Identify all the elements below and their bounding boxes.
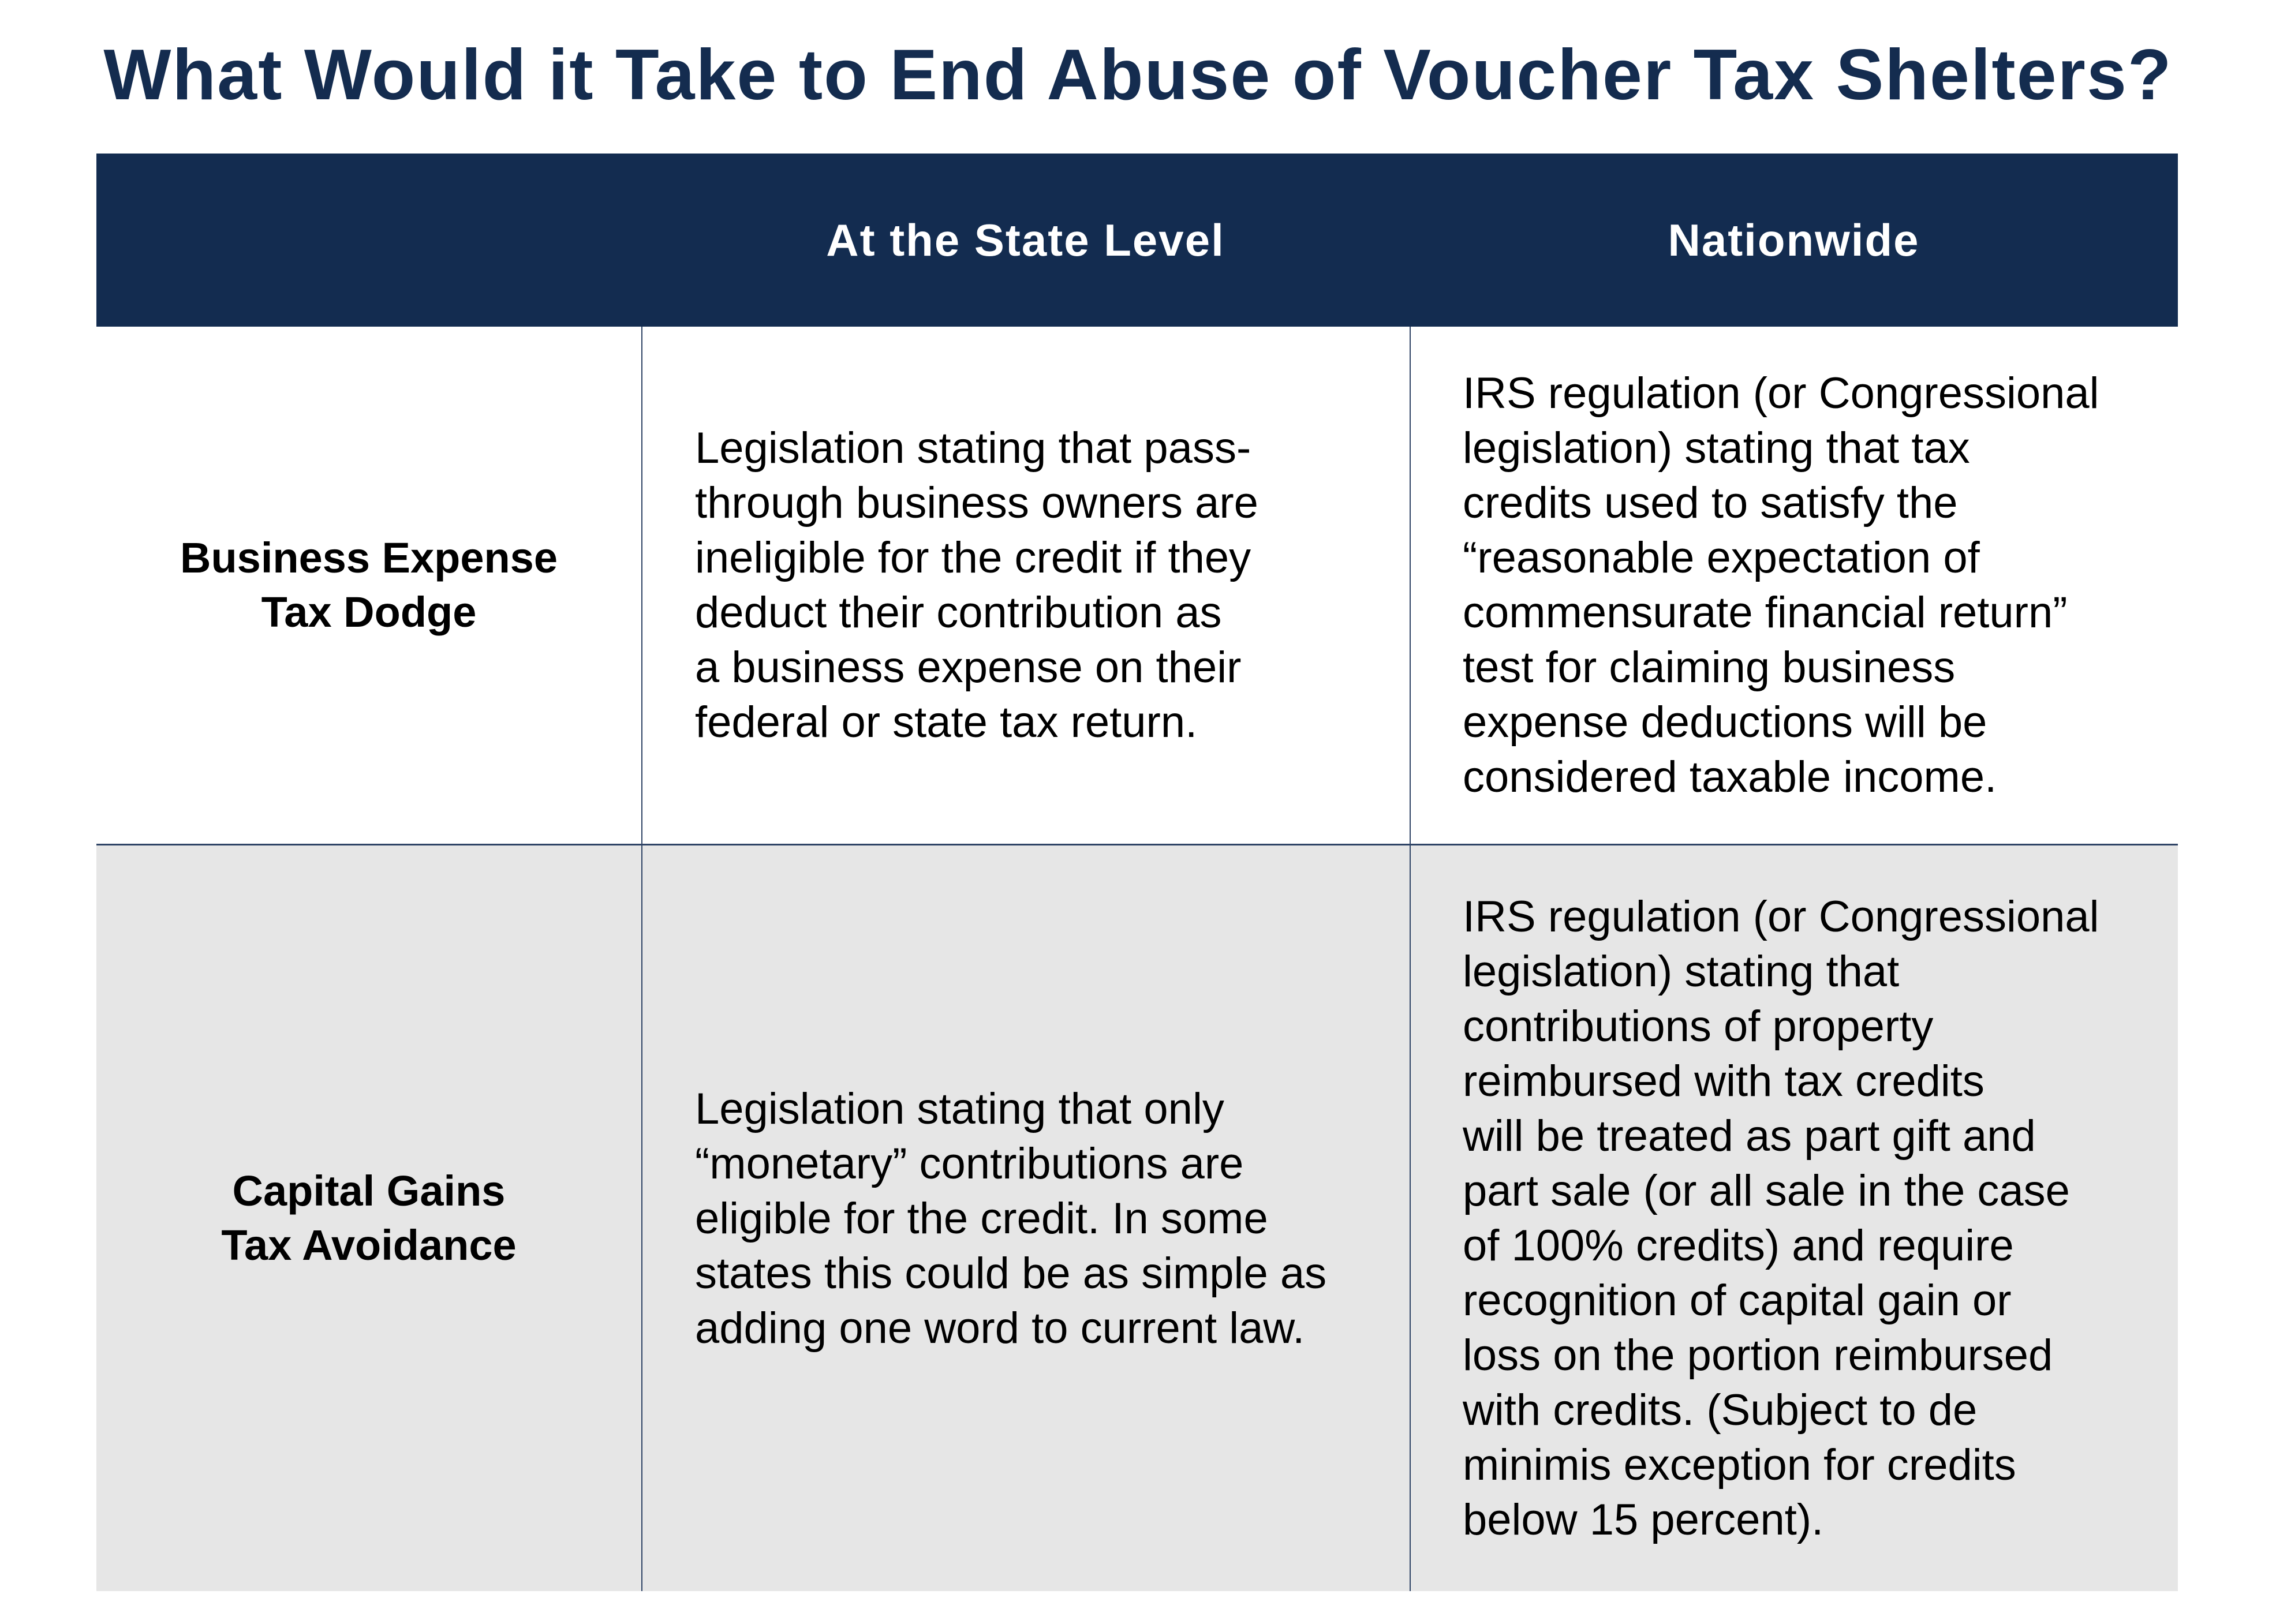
cell-text-line: “reasonable expectation of: [1463, 533, 1980, 582]
cell-text-line: contributions of property: [1463, 1002, 1934, 1051]
page-title: What Would it Take to End Abuse of Voucher Tax Shelters?: [103, 35, 2173, 115]
cell-text-line: legislation) stating that: [1463, 947, 1900, 996]
cell-text-line: deduct their contribution as: [695, 588, 1222, 637]
state-level-cell: [641, 845, 1410, 1591]
cell-text-line: recognition of capital gain or: [1463, 1276, 2012, 1325]
cell-text-line: will be treated as part gift and: [1463, 1112, 2036, 1161]
cell-text-line: reimbursed with tax credits: [1463, 1057, 1985, 1106]
cell-text-line: below 15 percent).: [1463, 1495, 1824, 1544]
cell-text-line: IRS regulation (or Congressional: [1463, 369, 2099, 418]
cell-text-line: expense deductions will be: [1463, 698, 1987, 747]
comparison-table: [96, 154, 2178, 1591]
cell-text-line: part sale (or all sale in the case: [1463, 1166, 2070, 1215]
nationwide-cell: [1410, 327, 2178, 844]
row-label: [96, 845, 641, 1591]
header-cell-state-level: At the State Level: [826, 214, 1225, 265]
cell-text-line: minimis exception for credits: [1463, 1440, 2016, 1490]
cell-text-line: considered taxable income.: [1463, 753, 1997, 802]
table-row-business-expense: [96, 327, 2178, 844]
row-label-line: Capital Gains: [232, 1167, 506, 1215]
row-label-line: Tax Avoidance: [221, 1221, 517, 1269]
cell-text-line: loss on the portion reimbursed: [1463, 1331, 2053, 1380]
cell-text-line: Legislation stating that pass-: [695, 424, 1251, 473]
cell-text-line: legislation) stating that tax: [1463, 424, 1970, 473]
row-label: [96, 327, 641, 844]
table-header: [96, 154, 2178, 327]
cell-text-line: commensurate financial return”: [1463, 588, 2068, 637]
nationwide-cell: [1410, 845, 2178, 1591]
cell-text-line: of 100% credits) and require: [1463, 1221, 2014, 1270]
cell-text-line: through business owners are: [695, 478, 1258, 527]
table-row-capital-gains: [96, 844, 2178, 1591]
cell-text-line: states this could be as simple as: [695, 1248, 1327, 1298]
cell-text-line: credits used to satisfy the: [1463, 478, 1958, 527]
cell-text-line: Legislation stating that only: [695, 1084, 1224, 1133]
cell-text-line: ineligible for the credit if they: [695, 533, 1251, 582]
cell-text-line: adding one word to current law.: [695, 1303, 1305, 1353]
row-label-line: Tax Dodge: [261, 588, 477, 636]
cell-text-line: IRS regulation (or Congressional: [1463, 892, 2099, 941]
state-level-cell: [641, 327, 1410, 844]
row-label-line: Business Expense: [180, 534, 558, 582]
cell-text-line: “monetary” contributions are: [695, 1139, 1244, 1188]
header-cell-empty: [96, 154, 641, 327]
cell-text-line: eligible for the credit. In some: [695, 1193, 1268, 1243]
cell-text-line: test for claiming business: [1463, 643, 1956, 692]
cell-text-line: a business expense on their: [695, 643, 1242, 692]
cell-text-line: federal or state tax return.: [695, 698, 1198, 747]
cell-text-line: with credits. (Subject to de: [1463, 1386, 1978, 1435]
header-cell-nationwide: Nationwide: [1668, 214, 1920, 265]
